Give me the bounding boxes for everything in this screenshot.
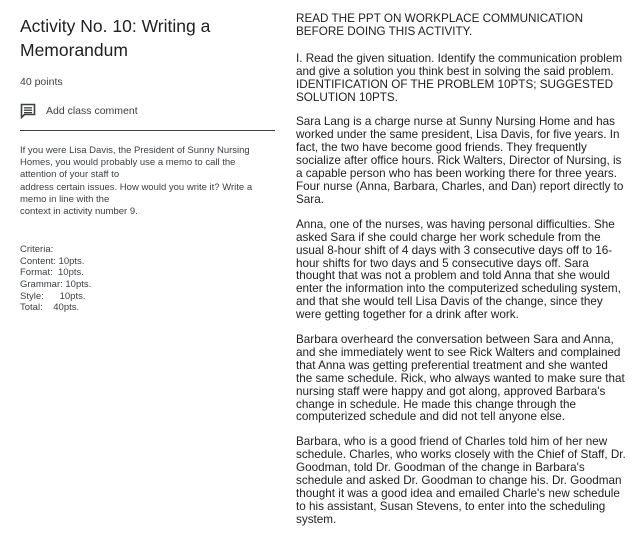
assignment-title-line-2: Memorandum — [20, 40, 128, 60]
divider — [20, 130, 275, 131]
situation-paragraph-2: Anna, one of the nurses, was having personal difficulties. She asked Sara if she could charge her work schedule from the usual 8-hour shift of 4 days with 3 consecutive days off to 16-hour shifts for two days and 5 consecutive days off. Sara thought that was not a problem and told Anna that she would enter the information into the computerized scheduling system, and that she would tell Lisa Davis of the change, since they were getting together for a drink after work. — [296, 217, 621, 322]
situation-paragraph-1: Sara Lang is a charge nurse at Sunny Nursing Home and has worked under the same president, Lisa Davis, for five years. In fact, the two have become good friends. They frequently socialize after office hours. Rick Walters, Director of Nursing, is a capable person who has been working there for three years. Four nurse (Anna, Barbara, Charles, and Dan) report directly to Sara. — [296, 115, 624, 206]
attachment-content — [296, 13, 626, 539]
criteria-format: Format: 10pts. — [20, 267, 84, 279]
criteria-style: Style: 10pts. — [20, 290, 86, 302]
assignment-description: If you were Lisa Davis, the President of Sunny Nursing Homes, you would probably use a memo to call the attention of your staff to address certain issues. How would you write it? Write a memo in line with the context in activity number 9. — [20, 145, 253, 218]
content-heading: READ THE PPT ON WORKPLACE COMMUNICATION BEFORE DOING THIS ACTIVITY. — [296, 12, 584, 38]
situation-paragraph-4: Barbara, who is a good friend of Charles told him of her new schedule. Charles, who works closely with the Chief of Staff, Dr. Goodman, told Dr. Goodman of the change in Barbara's schedule and asked Dr. Goodman to change his. Dr. Goodman thought it was a good idea and emailed Charle's new schedule to his assistant, Susan Stevens, to enter into the scheduling system. — [296, 435, 626, 526]
criteria-heading: Criteria: — [20, 244, 54, 256]
assignment-title — [20, 14, 278, 62]
criteria-grammar: Grammar: 10pts. — [20, 279, 92, 290]
assignment-points: 40 points — [20, 76, 63, 88]
comment-icon — [20, 103, 36, 119]
instructions-paragraph: I. Read the given situation. Identify the communication problem and give a solution you think best in solving the said problem. IDENTIFICATION OF THE PROBLEM 10PTS; SUGGESTED SOLUTION 10PTS. — [296, 51, 623, 104]
assignment-title-line-1: Activity No. 10: Writing a — [20, 16, 211, 36]
add-class-comment-label: Add class comment — [46, 105, 138, 117]
criteria-total: Total: 40pts. — [20, 302, 80, 314]
add-class-comment-button[interactable] — [20, 101, 278, 121]
situation-paragraph-3: Barbara overheard the conversation between Sara and Anna, and she immediately went to see Rick Walters and complained that Anna was getting preferential treatment and she wanted the same schedule. Rick, who always wanted to make sure that nursing staff were happy and got along, approved Barbara's change in schedule. He made this change through the computerized schedule and did not tell anyone else. — [296, 333, 625, 424]
criteria-content: Content: 10pts. — [20, 255, 85, 267]
assignment-panel — [20, 14, 278, 314]
grading-criteria — [20, 244, 278, 314]
